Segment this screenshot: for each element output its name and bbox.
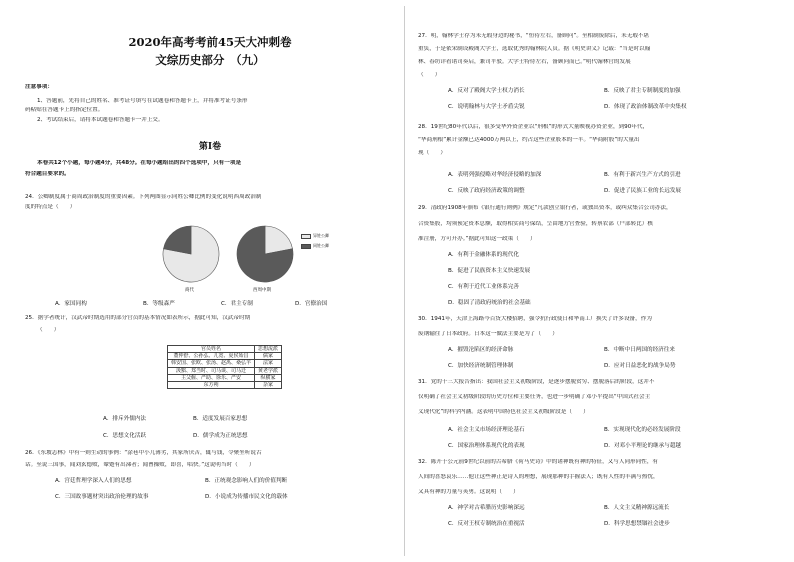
q31-option-b[interactable]: B．实现现代化的必经发展阶段 <box>604 427 681 433</box>
q30-stem: 废钢输往了日本政府。日本这一做法主要是为了（ ） <box>418 331 558 337</box>
q26-option-b[interactable]: B．正统观念影响人们的价值判断 <box>205 478 288 484</box>
q32-stem: 人间的喜怒哀乐……他让这些神正是诗人的理想，展现那种的手握法人；既有人性的丰满与热忱， <box>418 474 659 480</box>
q25-option-b[interactable]: B．适度发展百家思想 <box>193 416 248 422</box>
pie-slice-tongxing <box>163 226 191 254</box>
q31-stem: 31．党的十三大报告指出：我国社会主义初级阶段，是逐步摆脱贫穷、摆脱落后的阶段，这并不 <box>418 379 655 385</box>
notice-item: 1、答题前，先将自己的姓名、准考证号填写在试题卷和答题卡上，并将准考证号条形 <box>37 98 248 104</box>
q24-option-c[interactable]: C．君主专制 <box>221 301 253 307</box>
table-cell: 汲黯、郑当时、司马谈、司马迁 <box>168 367 255 374</box>
q32-option-a[interactable]: A．神学对古希腊历史影响深远 <box>448 505 525 511</box>
q29-stem: 准注册，方可开办。”据此可知这一政策（ ） <box>418 236 536 242</box>
q26-stem: 26．《东坡志林》中有一则生动的事例：“涂巷中小儿薄劣，其家所厌苦，辄与钱，令聚坐听说古 <box>25 450 262 456</box>
q30-option-a[interactable]: A．摧毁沦陷区的经济命脉 <box>448 347 514 353</box>
table-row <box>168 382 282 389</box>
q29-option-c[interactable]: C．有利于近代工业体系完善 <box>448 284 520 290</box>
table-cell: 黄老学派 <box>255 367 282 374</box>
q27-stem: 林、春坊详看诸司奏启，兼司平驳。大学士特侍左右，备顾问而已。”明代翰林官的发展 <box>418 59 631 65</box>
q25-option-d[interactable]: D．儒学成为正统思想 <box>193 433 248 439</box>
table-cell: 儒家 <box>255 353 282 360</box>
q26-option-c[interactable]: C．三国故事题材突出政治伦理的故事 <box>55 494 149 500</box>
q31-option-d[interactable]: D．对邓小平理论的继承与超越 <box>604 443 682 449</box>
table-cell: 董仲舒、公孙弘、儿宽、夏侯始昌 <box>168 353 255 360</box>
q31-stem: 义现代化”的科学内涵。这表明中国特色社会主义初级阶段是（ ） <box>418 409 589 415</box>
q31-option-c[interactable]: C．国家治理体系现代化的表现 <box>448 443 525 449</box>
legend-swatch-light <box>301 234 311 239</box>
table-header-row <box>168 346 282 353</box>
q30-option-c[interactable]: C．加快经济统制管理体制 <box>448 363 514 369</box>
table-cell: 杂家 <box>255 382 282 389</box>
section-title: 第Ⅰ卷 <box>198 142 222 152</box>
q27-option-a[interactable]: A．反对了殿阁大学士权力消长 <box>448 88 525 94</box>
officials-table <box>167 345 282 389</box>
legend-label: 同姓公卿 <box>313 243 329 248</box>
q24-stem: 24．公卿制度属于商周政治制度的重要因素。下列两图显示同姓公卿比例的变化说明西周政治制 <box>25 194 262 200</box>
q25-stem: （ ） <box>37 327 60 333</box>
q24-option-b[interactable]: B．等级森严 <box>143 301 175 307</box>
pie-shang-svg <box>161 224 221 284</box>
q25-option-a[interactable]: A．排斥外儒内法 <box>103 416 146 422</box>
notice-item: 码粘贴在答题卡上的指定位置。 <box>25 107 104 113</box>
legend-label: 异姓公卿 <box>313 233 329 238</box>
q24-stem: 度的特点是（ ） <box>25 204 76 210</box>
q27-option-b[interactable]: B．反映了君主专制制度的加强 <box>604 88 681 94</box>
table-cell: 主父偃、严助、徐乐、严安 <box>168 374 255 381</box>
q31-option-a[interactable]: A．社会主义市场经济理论基石 <box>448 427 525 433</box>
q28-stem: “华商刑根”累计金额已达4000万两以上，约占这些企业股本的一半。“华商附股”的大量出 <box>418 137 640 143</box>
q24-option-d[interactable]: D．官僚治国 <box>295 301 328 307</box>
q27-option-d[interactable]: D．体现了政治体制改革中央集权 <box>604 104 687 110</box>
notice-item: 2、考试结束后，请将本试题卷和答题卡一并上交。 <box>37 117 164 123</box>
pie-western-zhou-svg <box>235 224 295 284</box>
q31-stem: 仅明确了社会主义初级阶段的历史方位和主要任务，也进一步明确了邓小平提出“中国式社会主 <box>418 394 651 400</box>
pie-label-shang: 商代 <box>185 288 194 293</box>
table-row <box>168 374 282 381</box>
q26-option-a[interactable]: A．宫廷哲理学深入人们的思想 <box>55 478 132 484</box>
table-cell: 纵横家 <box>255 374 282 381</box>
table-row <box>168 353 282 360</box>
q32-option-c[interactable]: C．反对王权专制统治在重视活 <box>448 521 525 527</box>
q30-stem: 30．1941年，天津上海路今百货大楼招聘，强令抗行政使日和华南工厂换失了许多设备，作为 <box>418 316 652 322</box>
q26-option-d[interactable]: D．小说成为传播市民文化的载体 <box>205 494 288 500</box>
table-cell: 东方朔 <box>168 382 255 389</box>
column-divider <box>404 6 405 556</box>
pie-chart-western-zhou <box>235 224 295 288</box>
q32-stem: 又具有神的力量与英勇。这说明（ ） <box>418 489 519 495</box>
q30-option-d[interactable]: D．应对日益恶化的战争局势 <box>604 363 676 369</box>
pie-chart-shang <box>161 224 221 288</box>
q27-stem: 27．明，翰林学士存为未无瑕身边的秘书，“恒待左右，备顾问”。至相制废除后，未无瑕不堪 <box>418 33 650 39</box>
q29-option-d[interactable]: D．稳固了清政府统治的社会基础 <box>448 300 531 306</box>
table-row <box>168 367 282 374</box>
q32-option-b[interactable]: B．人文主义精神源远流长 <box>604 505 670 511</box>
q32-option-d[interactable]: D．科学思想禁锢社会进步 <box>604 521 670 527</box>
q27-option-c[interactable]: C．说明翰林与大学士矛盾尖锐 <box>448 104 525 110</box>
legend-item <box>301 243 329 249</box>
q24-option-a[interactable]: A．家国同构 <box>55 301 87 307</box>
q27-stem: （ ） <box>418 72 441 78</box>
pie-label-western-zhou: 西周中期 <box>253 288 271 293</box>
q28-option-a[interactable]: A．表明列强侵略对华经济侵略的加深 <box>448 172 542 178</box>
q30-option-b[interactable]: B．中断中日两国的经济往来 <box>604 347 675 353</box>
legend-swatch-dark <box>301 244 311 249</box>
q28-option-b[interactable]: B．有利于新兴生产方式的引进 <box>604 172 681 178</box>
q29-stem: 29．清政府1908年颁布《银行通行则例》规定“凡款创立银行者，或独出资本，或纠众集合公司办法， <box>418 205 672 211</box>
q27-stem: 重负，于是依宋制设殿阁大学士，选取优秀的翰林院人员。据《明史讲义》记载：“当是时以翰 <box>418 46 651 52</box>
q25-stem: 25．据学者统计，汉武帝时期选用的部分官员的基本情况如表所示，据此可知，汉武帝时期 <box>25 315 251 321</box>
q29-option-b[interactable]: B．促进了民族资本主义快速发展 <box>448 268 531 274</box>
exam-title: 2020年高考考前45天大冲刺卷 <box>128 35 292 49</box>
q28-stem: 现（ ） <box>418 150 446 156</box>
table-cell: 韩安国、张欧、张汤、赵禹、桑弘羊 <box>168 360 255 367</box>
table-header: 思想流派 <box>255 346 282 353</box>
q26-stem: 话。至说三国事，闻刘玄德败，颦蹙有出涕者；闻曹操败，即喜，唱快。”这说明当时（ ） <box>25 462 255 468</box>
section-intro: 符合题目要求的。 <box>25 171 70 177</box>
legend-item <box>301 233 329 239</box>
table-row <box>168 360 282 367</box>
table-header: 官员姓名 <box>168 346 255 353</box>
q28-option-c[interactable]: C．反映了政府经济政策的调整 <box>448 188 525 194</box>
exam-subtitle: 文综历史部分 （九） <box>155 53 265 67</box>
q28-stem: 28．19世纪80年代以后，很多受华外资企业以“刑根”的形式大量映视办资企业，到90年代， <box>418 124 649 130</box>
table-cell: 法家 <box>255 360 282 367</box>
q28-option-d[interactable]: D．促进了民族工业的长远发展 <box>604 188 682 194</box>
q29-stem: 合资集股，均须预定资本总额，取得相实商号保结，呈由地方官查验，转禀农部（户部转比）核 <box>418 221 653 227</box>
q29-option-a[interactable]: A．有利于金融体系的现代化 <box>448 252 519 258</box>
notice-heading: 注意事项： <box>25 84 53 90</box>
q25-option-c[interactable]: C．思想文化活跃 <box>103 433 147 439</box>
q32-stem: 32．陈开于公元前9世纪以前的古希腊《荷马史诗》中的诸神既有神的特征，又与人同形同性，有 <box>418 459 659 465</box>
section-intro: 本卷共12个小题，每小题4分，共48分。在每小题给出的四个选项中，只有一项是 <box>37 160 242 166</box>
